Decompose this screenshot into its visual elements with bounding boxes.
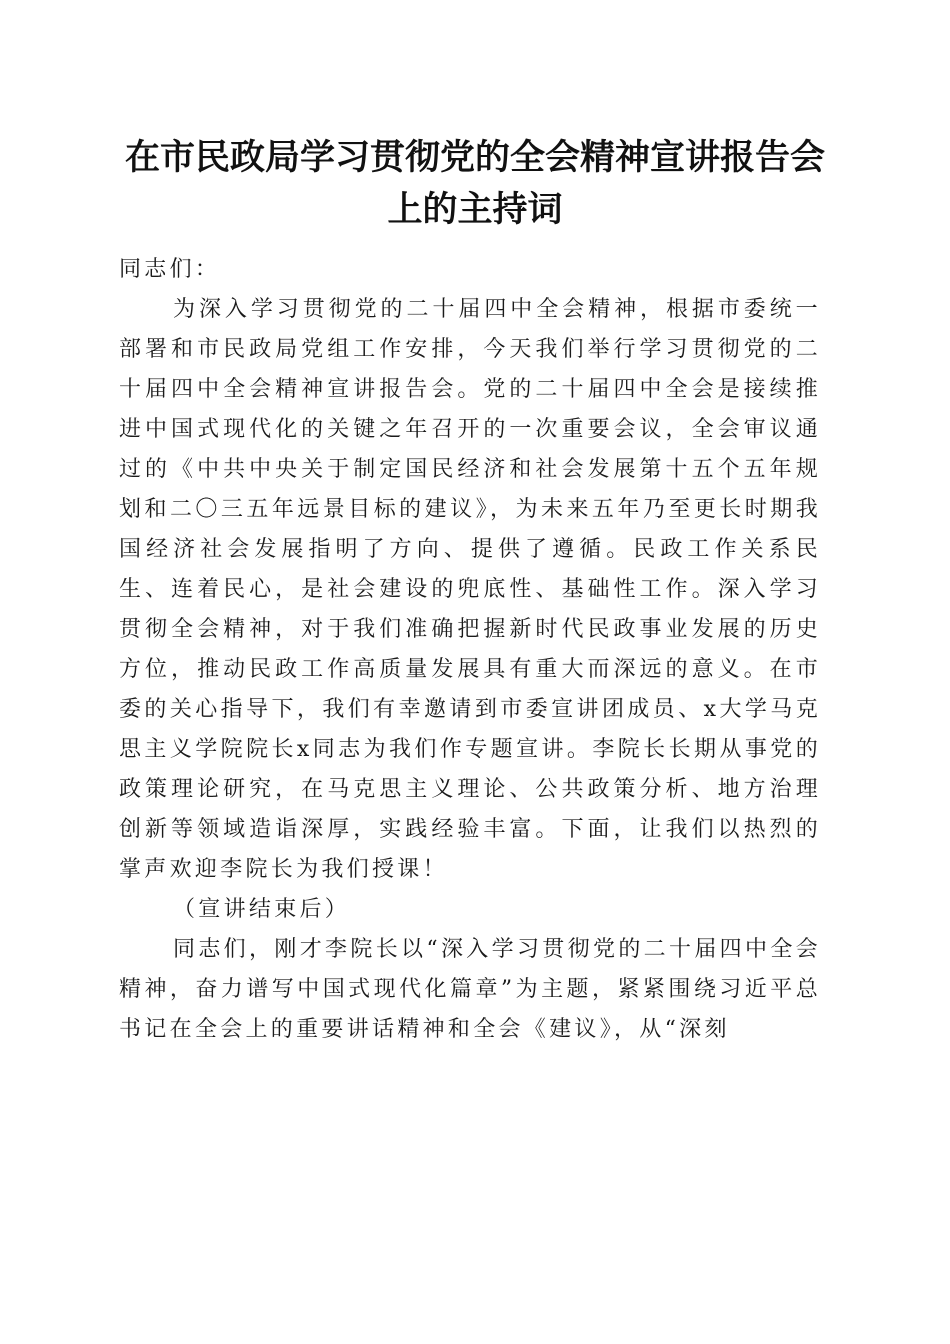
stage-direction: （宣讲结束后） [173, 897, 351, 922]
body-paragraph-opening: 为深入学习贯彻党的二十届四中全会精神，根据市委统一部署和市民政局党组工作安排，今天我们举行学习贯彻党的二十届四中全会精神宣讲报告会。党的二十届四中全会是接续推进中国式现代化的关键之年召开的一次重要会议，全会审议通过的《中共中央关于制定国民经济和社会发展第十五个五年规划和二〇三五年远景目标的建议》，为未来五年乃至更长时期我国经济社会发展指明了方向、提供了遵循。民政工作关系民生、连着民心，是社会建设的兜底性、基础性工作。深入学习贯彻全会精神，对于我们准确把握新时代民政事业发展的历史方位，推动民政工作高质量发展具有重大而深远的意义。在市委的关心指导下，我们有幸邀请到市委宣讲团成员、x大学马克思主义学院院长x同志为我们作专题宣讲。李院长长期从事党的政策理论研究，在马克思主义理论、公共政策分析、地方治理创新等领域造诣深厚，实践经验丰富。下面，让我们以热烈的掌声欢迎李院长为我们授课！ [119, 297, 821, 882]
document-body [119, 250, 821, 1050]
salutation: 同志们： [119, 257, 221, 282]
document-title: 在市民政局学习贯彻党的全会精神宣讲报告会上的主持词 [124, 138, 825, 230]
body-paragraph-closing: 同志们，刚才李院长以“深入学习贯彻党的二十届四中全会精神，奋力谱写中国式现代化篇章”为主题，紧紧围绕习近平总书记在全会上的重要讲话精神和全会《建议》，从“深刻 [119, 937, 821, 1042]
